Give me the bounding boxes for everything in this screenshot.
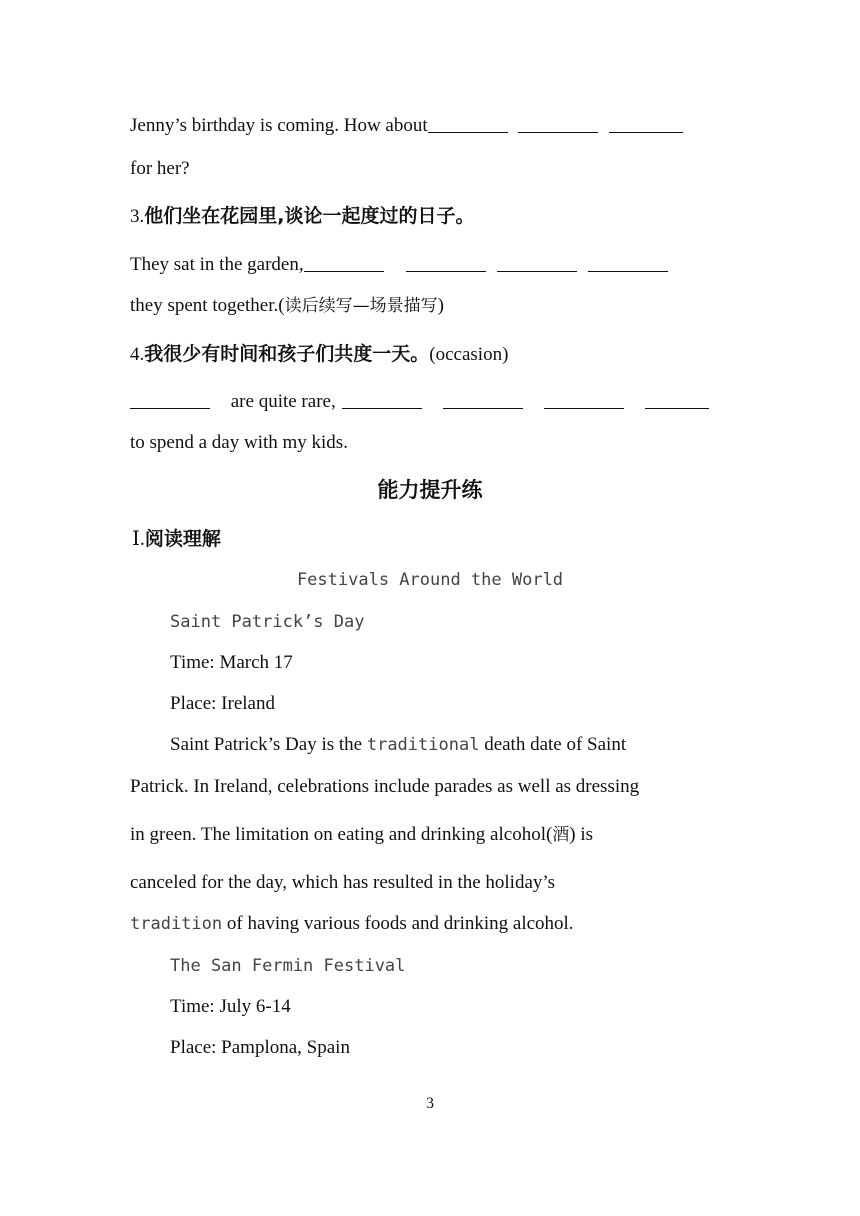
paragraph-line-4: canceled for the day, which has resulted in the holiday’s: [130, 872, 556, 893]
answer-blank: [304, 253, 384, 272]
answer-blank: [428, 114, 508, 133]
festival-1-name: Saint Patrick’s Day: [170, 612, 365, 632]
reading-title: Festivals Around the World: [296, 570, 564, 590]
exercise-line-2: [130, 157, 730, 181]
festival-2-name: The San Fermin Festival: [170, 956, 406, 976]
festival-2-place: Place: Pamplona, Spain: [170, 1037, 350, 1058]
part-label: 阅读理解: [144, 528, 221, 550]
sentence-text: They sat in the garden,: [130, 254, 304, 275]
question-hint: (occasion): [429, 344, 509, 365]
answer-blank: [342, 390, 422, 409]
question-chinese: 他们坐在花园里,谈论一起度过的日子。: [144, 205, 475, 227]
sentence-text: ): [437, 295, 444, 316]
question-chinese: 我很少有时间和孩子们共度一天。: [144, 343, 430, 365]
answer-blank: [130, 390, 210, 409]
question-3: [130, 204, 730, 229]
question-number: 4.: [130, 344, 145, 365]
festival-1-place: Place: Ireland: [170, 693, 275, 714]
paragraph-line-1: [170, 733, 695, 757]
answer-blank: [497, 253, 577, 272]
festival-2-time: Time: July 6-14: [170, 996, 291, 1017]
answer-blank: [406, 253, 486, 272]
exercise-line-8: [130, 431, 730, 455]
exercise-line-4: [130, 253, 730, 277]
paragraph-text: death date of Saint: [484, 734, 627, 755]
paragraph-line-2: Patrick. In Ireland, celebrations include parades as well as dressing: [130, 776, 640, 797]
note-chinese: 读后续写—场景描写: [284, 296, 438, 316]
answer-blank: [645, 390, 709, 409]
page-number: 3: [426, 1095, 434, 1112]
exercise-line-5: [130, 294, 730, 318]
highlighted-word: traditional: [366, 735, 480, 755]
paragraph-text: in green. The limitation on eating and drinking alcohol(: [130, 824, 553, 845]
paragraph-text: Saint Patrick’s Day is the: [170, 734, 363, 755]
exercise-line-1: [130, 114, 730, 138]
answer-blank: [443, 390, 523, 409]
part-heading: [132, 527, 732, 552]
festival-1-time: Time: March 17: [170, 652, 293, 673]
part-number: Ⅰ.: [132, 528, 145, 550]
answer-blank: [544, 390, 624, 409]
question-4: [130, 342, 730, 367]
section-title: 能力提升练: [377, 478, 483, 502]
question-number: 3.: [130, 206, 145, 227]
sentence-text: for her?: [130, 158, 190, 179]
answer-blank: [518, 114, 598, 133]
paragraph-line-5: [130, 912, 730, 936]
exercise-line-7: [130, 390, 730, 414]
paragraph-line-3: [130, 823, 730, 847]
sentence-text: they spent together.(: [130, 295, 285, 316]
answer-blank: [588, 253, 668, 272]
paragraph-text: of having various foods and drinking alcohol.: [226, 913, 574, 934]
answer-blank: [609, 114, 683, 133]
paragraph-text: ) is: [569, 824, 594, 845]
sentence-text: Jenny’s birthday is coming. How about: [130, 115, 428, 136]
highlighted-word: tradition: [130, 914, 223, 934]
gloss-chinese: 酒: [552, 825, 570, 845]
sentence-text: to spend a day with my kids.: [130, 432, 348, 453]
sentence-text: are quite rare,: [230, 391, 336, 412]
